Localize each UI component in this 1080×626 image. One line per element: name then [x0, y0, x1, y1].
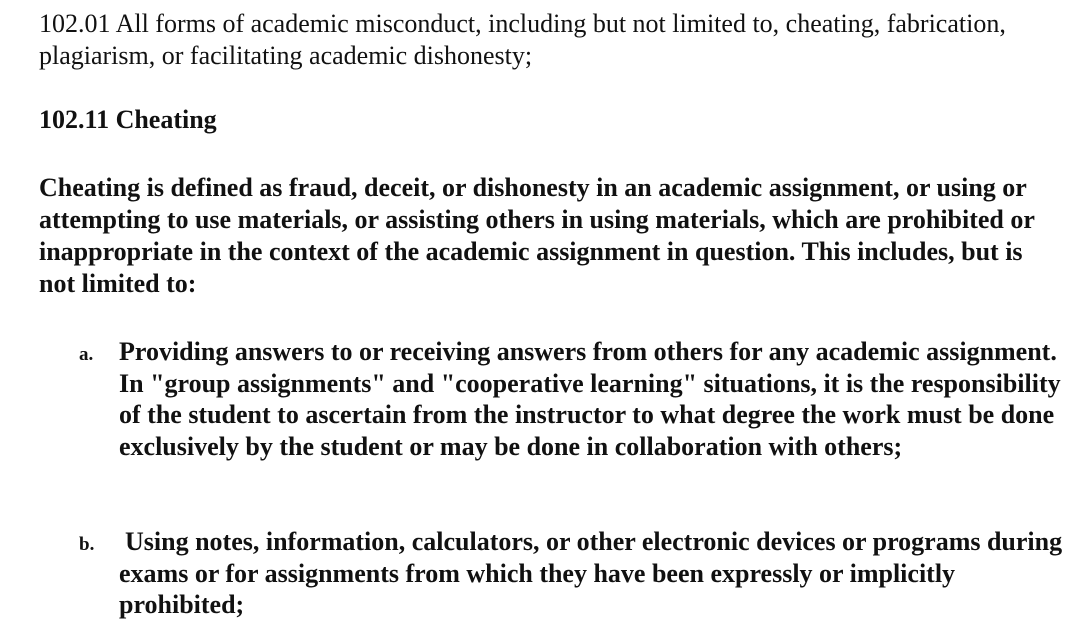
list-marker-b: b. — [79, 534, 95, 555]
list-item-a-text: Providing answers to or receiving answers from others for any academic assignment. In "group assignments" and "cooperative learning" situations, it is the responsibility of the student to ascertain from the instructor to what degree the work must be done exclusively by the student or may be done in collaboration with others; — [119, 337, 1061, 461]
list-item-b-text: Using notes, information, calculators, or other electronic devices or programs during exams or for assignments from which they have been expressly or implicitly prohibited; — [119, 527, 1063, 619]
definition-paragraph: Cheating is defined as fraud, deceit, or dishonesty in an academic assignment, or using or attempting to use materials, or assisting others in using materials, which are prohibited or inappropriate in the context of the academic assignment in question. This includes, but is not limited to: — [39, 173, 1035, 298]
intro-paragraph: 102.01 All forms of academic misconduct, including but not limited to, cheating, fabrication, plagiarism, or facilitating academic dishonesty; — [39, 9, 1006, 70]
list-marker-a: a. — [79, 344, 94, 365]
section-heading: 102.11 Cheating — [39, 105, 217, 134]
